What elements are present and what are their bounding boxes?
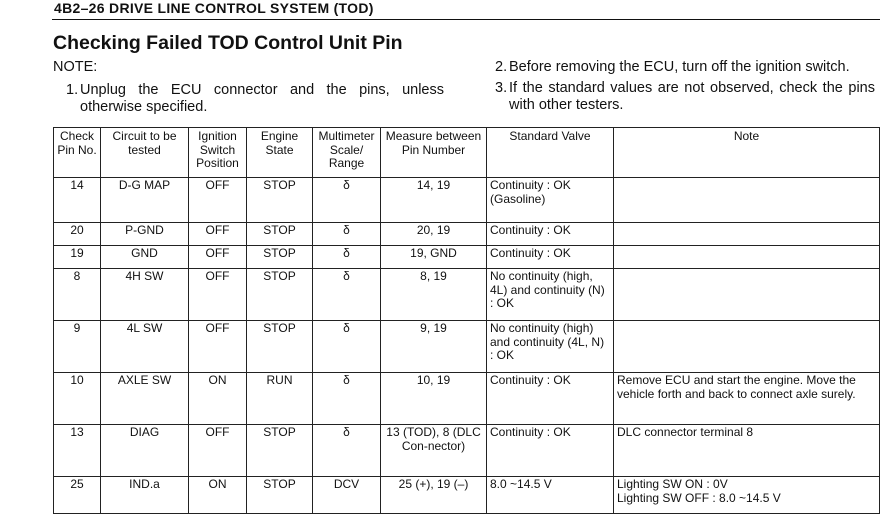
pin-cell: 25 [54,477,101,514]
column-header: Check Pin No. [54,128,101,178]
note-item [495,59,875,76]
ignition-cell: OFF [189,269,247,321]
pin-check-table [53,127,880,514]
circuit-cell: D-G MAP [101,178,189,223]
column-header: Note [614,128,880,178]
column-header: Circuit to be tested [101,128,189,178]
engine-state-cell: RUN [247,373,313,425]
measure-cell: 25 (+), 19 (–) [381,477,487,514]
standard-value-cell: No continuity (high) and continuity (4L, N) : OK [487,321,614,373]
standard-value-cell: Continuity : OK (Gasoline) [487,178,614,223]
note-item [495,80,875,114]
note-number: 1. [66,82,79,98]
measure-cell: 13 (TOD), 8 (DLC Con-nector) [381,425,487,477]
circuit-cell: 4L SW [101,321,189,373]
range-cell: DCV [313,477,381,514]
circuit-cell: AXLE SW [101,373,189,425]
standard-value-cell: No continuity (high, 4L) and continuity (N) : OK [487,269,614,321]
note-number: 2. [495,59,508,75]
measure-cell: 8, 19 [381,269,487,321]
note-text: Before removing the ECU, turn off the ignition switch. [509,59,850,75]
engine-state-cell: STOP [247,321,313,373]
measure-cell: 19, GND [381,246,487,269]
note-cell [614,178,880,223]
note-cell: DLC connector terminal 8 [614,425,880,477]
ignition-cell: ON [189,373,247,425]
standard-value-cell: Continuity : OK [487,373,614,425]
ignition-cell: OFF [189,425,247,477]
pin-cell: 13 [54,425,101,477]
pin-cell: 20 [54,223,101,246]
notes-right [495,59,875,118]
table-row [54,269,880,321]
engine-state-cell: STOP [247,223,313,246]
note-text: Unplug the ECU connector and the pins, unless otherwise specified. [80,82,444,115]
engine-state-cell: STOP [247,178,313,223]
column-header: Standard Valve [487,128,614,178]
range-cell: δ [313,246,381,269]
table-row [54,246,880,269]
note-cell [614,223,880,246]
note-number: 3. [495,80,508,96]
section-heading: 4B2–26 DRIVE LINE CONTROL SYSTEM (TOD) [54,0,374,16]
circuit-cell: DIAG [101,425,189,477]
measure-cell: 20, 19 [381,223,487,246]
ignition-cell: OFF [189,246,247,269]
table-row [54,223,880,246]
pin-cell: 19 [54,246,101,269]
column-header: Multimeter Scale/ Range [313,128,381,178]
table-header-row [54,128,880,178]
pin-cell: 9 [54,321,101,373]
table-row [54,321,880,373]
column-header: Ignition Switch Position [189,128,247,178]
circuit-cell: 4H SW [101,269,189,321]
page-header [52,0,880,20]
column-header: Measure between Pin Number [381,128,487,178]
circuit-cell: P-GND [101,223,189,246]
engine-state-cell: STOP [247,246,313,269]
table-row [54,373,880,425]
table-row [54,425,880,477]
range-cell: δ [313,223,381,246]
range-cell: δ [313,321,381,373]
measure-cell: 9, 19 [381,321,487,373]
table-row [54,477,880,514]
ignition-cell: OFF [189,223,247,246]
engine-state-cell: STOP [247,425,313,477]
standard-value-cell: Continuity : OK [487,425,614,477]
range-cell: δ [313,373,381,425]
note-text: If the standard values are not observed, check the pins with other testers. [509,80,875,113]
table-row [54,178,880,223]
column-header: Engine State [247,128,313,178]
ignition-cell: OFF [189,321,247,373]
standard-value-cell: 8.0 ~14.5 V [487,477,614,514]
note-cell [614,269,880,321]
ignition-cell: OFF [189,178,247,223]
note-cell: Remove ECU and start the engine. Move the vehicle forth and back to connect axle surely. [614,373,880,425]
pin-cell: 14 [54,178,101,223]
standard-value-cell: Continuity : OK [487,223,614,246]
engine-state-cell: STOP [247,477,313,514]
range-cell: δ [313,269,381,321]
circuit-cell: IND.a [101,477,189,514]
circuit-cell: GND [101,246,189,269]
note-cell: Lighting SW ON : 0V Lighting SW OFF : 8.0 ~14.5 V [614,477,880,514]
notes-left [66,82,444,120]
pin-cell: 10 [54,373,101,425]
page-title: Checking Failed TOD Control Unit Pin [53,32,403,54]
pin-cell: 8 [54,269,101,321]
note-cell [614,321,880,373]
measure-cell: 14, 19 [381,178,487,223]
range-cell: δ [313,178,381,223]
ignition-cell: ON [189,477,247,514]
note-label: NOTE: [53,59,98,75]
note-item [66,82,444,116]
measure-cell: 10, 19 [381,373,487,425]
engine-state-cell: STOP [247,269,313,321]
note-cell [614,246,880,269]
standard-value-cell: Continuity : OK [487,246,614,269]
range-cell: δ [313,425,381,477]
